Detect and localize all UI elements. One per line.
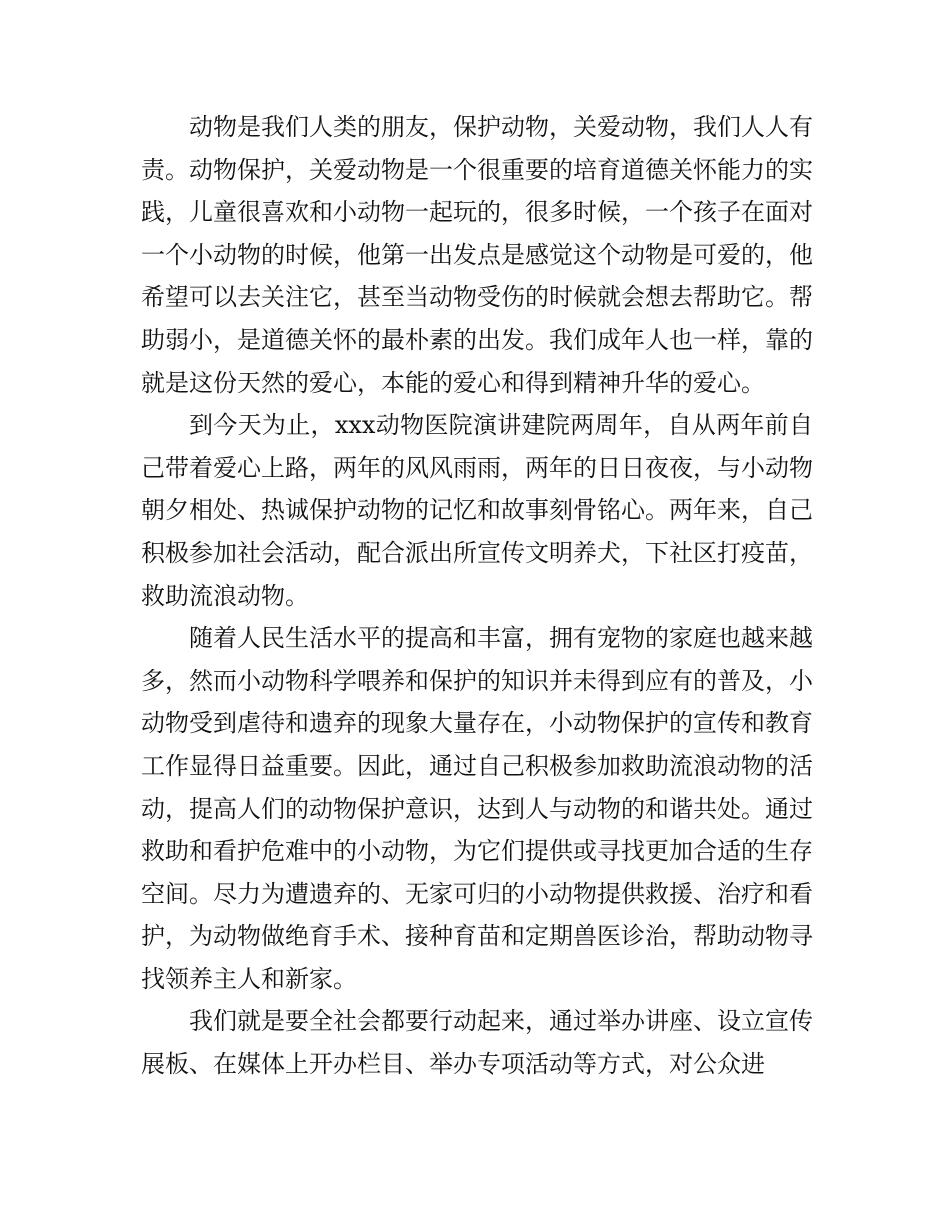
paragraph-3: 随着人民生活水平的提高和丰富，拥有宠物的家庭也越来越多，然而小动物科学喂养和保护的知识并未得到应有的普及，小动物受到虐待和遗弃的现象大量存在，小动物保护的宣传和教育工作显得日益重要。因此，通过自己积极参加救助流浪动物的活动，提高人们的动物保护意识，达到人与动物的和谐共处。通过救助和看护危难中的小动物，为它们提供或寻找更加合适的生存空间。尽力为遭遗弃的、无家可归的小动物提供救援、治疗和看护，为动物做绝育手术、接种育苗和定期兽医诊治，帮助动物寻找领养主人和新家。 [141, 624, 813, 993]
paragraph-4: 我们就是要全社会都要行动起来，通过举办讲座、设立宣传展板、在媒体上开办栏目、举办专项活动等方式，对公众进 [141, 1007, 813, 1079]
paragraph-1: 动物是我们人类的朋友，保护动物，关爱动物，我们人人有责。动物保护，关爱动物是一个很重要的培育道德关怀能力的实践，儿童很喜欢和小动物一起玩的，很多时候，一个孩子在面对一个小动物的时候，他第一出发点是感觉这个动物是可爱的，他希望可以去关注它，甚至当动物受伤的时候就会想去帮助它。帮助弱小，是道德关怀的最朴素的出发。我们成年人也一样，靠的就是这份天然的爱心，本能的爱心和得到精神升华的爱心。 [141, 113, 813, 397]
paragraph-2: 到今天为止，xxx动物医院演讲建院两周年，自从两年前自己带着爱心上路，两年的风风雨雨，两年的日日夜夜，与小动物朝夕相处、热诚保护动物的记忆和故事刻骨铭心。两年来，自己积极参加社会活动，配合派出所宣传文明养犬，下社区打疫苗，救助流浪动物。 [141, 411, 813, 610]
body-text [141, 106, 813, 1086]
